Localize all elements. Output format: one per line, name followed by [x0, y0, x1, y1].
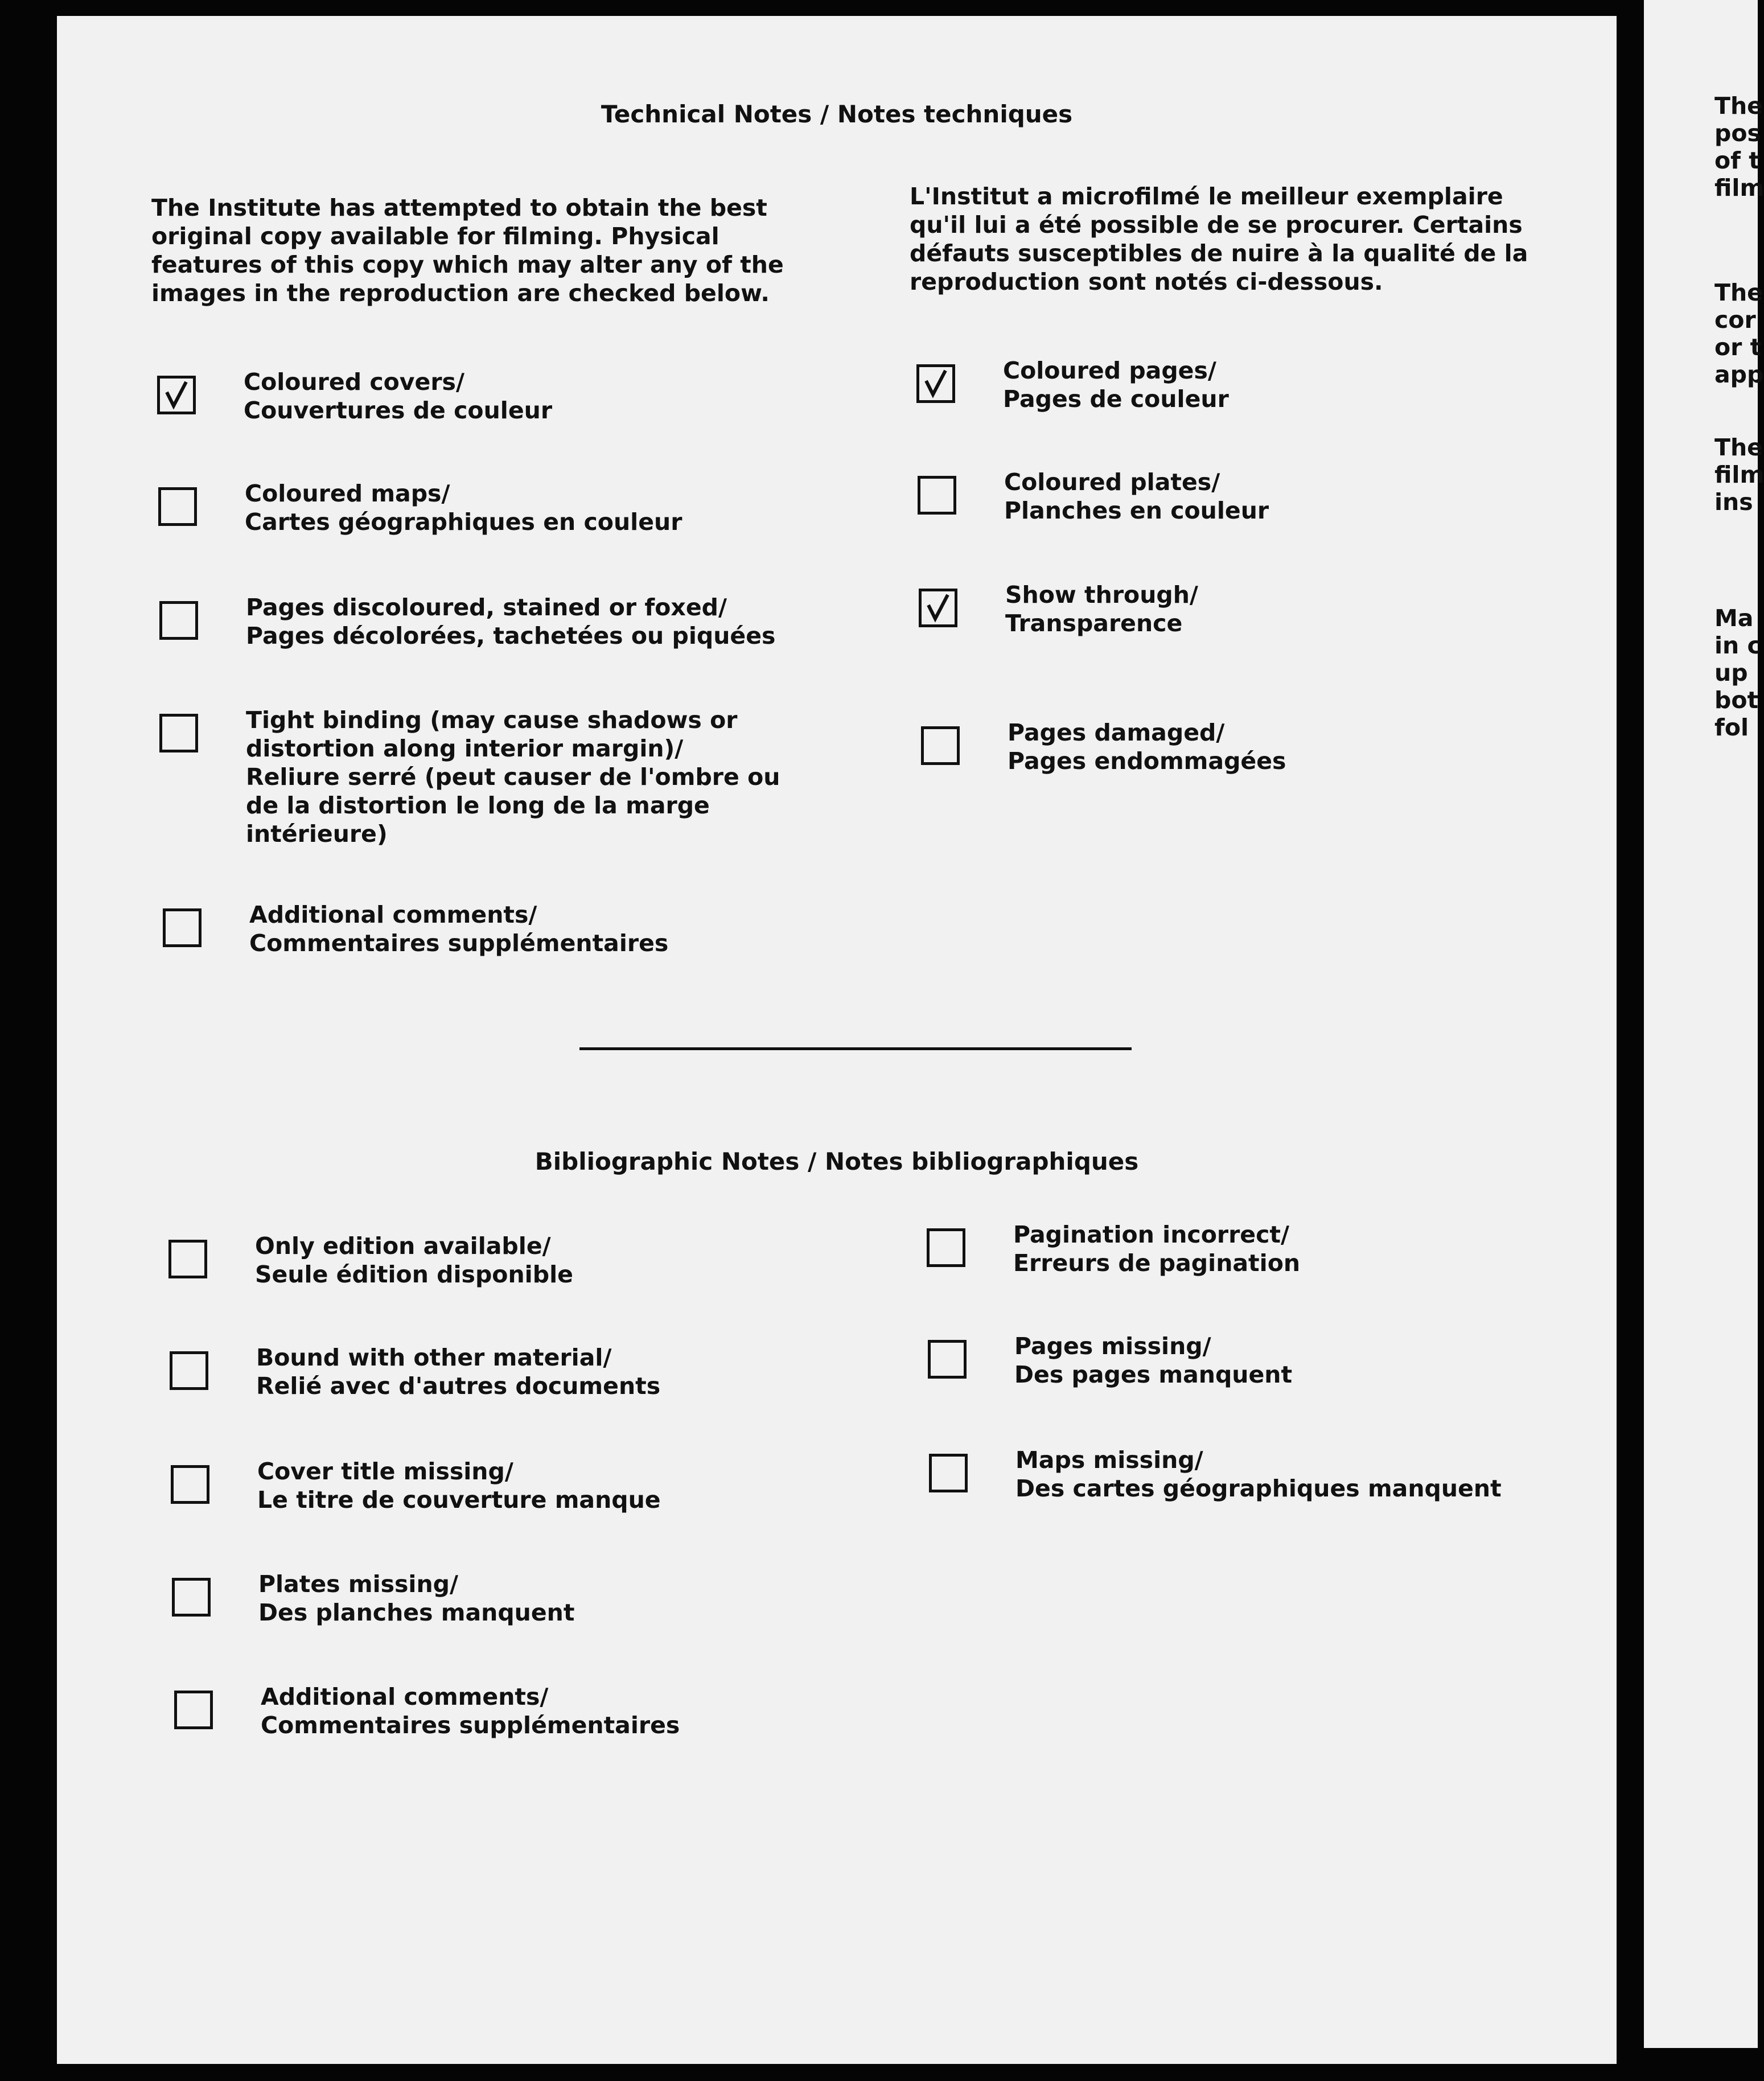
checkmark-icon: [161, 380, 192, 410]
checklist-item: [174, 1683, 680, 1739]
adjacent-page: [1644, 0, 1764, 2048]
checklist-item: [921, 719, 1286, 775]
checklist-item-label: Coloured pages/ Pages de couleur: [1003, 357, 1229, 413]
checklist-item-label: Pages discoloured, stained or foxed/ Pages décolorées, tachetées ou piquées: [246, 594, 776, 649]
checkbox[interactable]: [919, 589, 957, 627]
checkbox[interactable]: [921, 726, 960, 765]
adjacent-fragment-4: Ma in c up bot fol: [1714, 604, 1761, 741]
checkbox[interactable]: [159, 601, 198, 640]
checklist-item: [918, 468, 1269, 525]
checkbox[interactable]: [170, 1351, 208, 1390]
checkbox[interactable]: [171, 1465, 209, 1504]
checklist-item: [172, 1570, 575, 1627]
checkbox[interactable]: [163, 908, 202, 947]
checkbox[interactable]: [929, 1454, 968, 1492]
checkbox[interactable]: [916, 364, 955, 403]
checklist-item-label: Pages damaged/ Pages endommagées: [1008, 719, 1286, 775]
checklist-item: [159, 706, 780, 848]
adjacent-fragment-3: The film ins: [1714, 434, 1764, 516]
checklist-item: [168, 1232, 573, 1289]
intro-english: The Institute has attempted to obtain the best original copy available for filming. Physical features of this copy which may alter any of the images in the reproduction are checked below.: [151, 194, 784, 307]
adjacent-fragment-2: The cor or t app: [1714, 279, 1764, 388]
checklist-item-label: Additional comments/ Commentaires supplémentaires: [249, 901, 669, 957]
checkbox[interactable]: [157, 376, 196, 414]
checkbox[interactable]: [174, 1691, 213, 1729]
checklist-item-label: Cover title missing/ Le titre de couverture manque: [257, 1458, 661, 1514]
checklist-item: [929, 1446, 1502, 1503]
checklist-item-label: Pages missing/ Des pages manquent: [1014, 1333, 1293, 1388]
adjacent-fragment-1: The pos of t film: [1714, 92, 1764, 201]
checklist-item-label: Maps missing/ Des cartes géographiques manquent: [1015, 1446, 1502, 1502]
checklist-item-label: Coloured plates/ Planches en couleur: [1004, 468, 1269, 524]
checklist-item-label: Pagination incorrect/ Erreurs de pagination: [1013, 1221, 1301, 1277]
checklist-item: [916, 357, 1229, 413]
checklist-item: [163, 901, 669, 957]
checklist-item-label: Plates missing/ Des planches manquent: [258, 1570, 575, 1626]
technical-notes-title: Technical Notes / Notes techniques: [601, 100, 1073, 128]
checkbox[interactable]: [158, 487, 197, 526]
checklist-item: [927, 1221, 1301, 1277]
checklist-item-label: Coloured covers/ Couvertures de couleur: [244, 368, 553, 424]
checklist-item: [157, 368, 553, 425]
checklist-item-label: Show through/ Transparence: [1005, 581, 1198, 637]
checkmark-icon: [920, 368, 951, 399]
checkbox[interactable]: [928, 1340, 967, 1379]
checklist-item: [171, 1458, 661, 1514]
checklist-item: [158, 480, 682, 536]
bibliographic-notes-title: Bibliographic Notes / Notes bibliographiques: [534, 1148, 1139, 1175]
checkbox[interactable]: [927, 1228, 965, 1267]
checklist-item-label: Only edition available/ Seule édition disponible: [255, 1232, 573, 1288]
checklist-item-label: Tight binding (may cause shadows or distortion along interior margin)/ Reliure serré (peut causer de l'ombre ou de la distortion le long de la marge intérieure): [246, 706, 780, 848]
checkmark-icon: [923, 593, 953, 623]
checklist-item: [928, 1333, 1293, 1389]
checklist-item-label: Coloured maps/ Cartes géographiques en couleur: [245, 480, 682, 536]
checkbox[interactable]: [918, 476, 956, 515]
checklist-item-label: Bound with other material/ Relié avec d'autres documents: [256, 1344, 661, 1400]
section-divider: [579, 1047, 1132, 1050]
checklist-item: [170, 1344, 661, 1400]
form-sheet: [57, 16, 1617, 2064]
checkbox[interactable]: [159, 714, 198, 752]
intro-french: L'Institut a microfilmé le meilleur exemplaire qu'il lui a été possible de se procurer. Certains défauts susceptibles de nuire à la qualité de la reproduction sont notés ci-dessous.: [910, 183, 1528, 295]
checklist-item: [159, 594, 776, 650]
checklist-item-label: Additional comments/ Commentaires supplémentaires: [261, 1683, 680, 1739]
checklist-item: [919, 581, 1198, 638]
checkbox[interactable]: [172, 1578, 211, 1617]
checkbox[interactable]: [168, 1240, 207, 1278]
